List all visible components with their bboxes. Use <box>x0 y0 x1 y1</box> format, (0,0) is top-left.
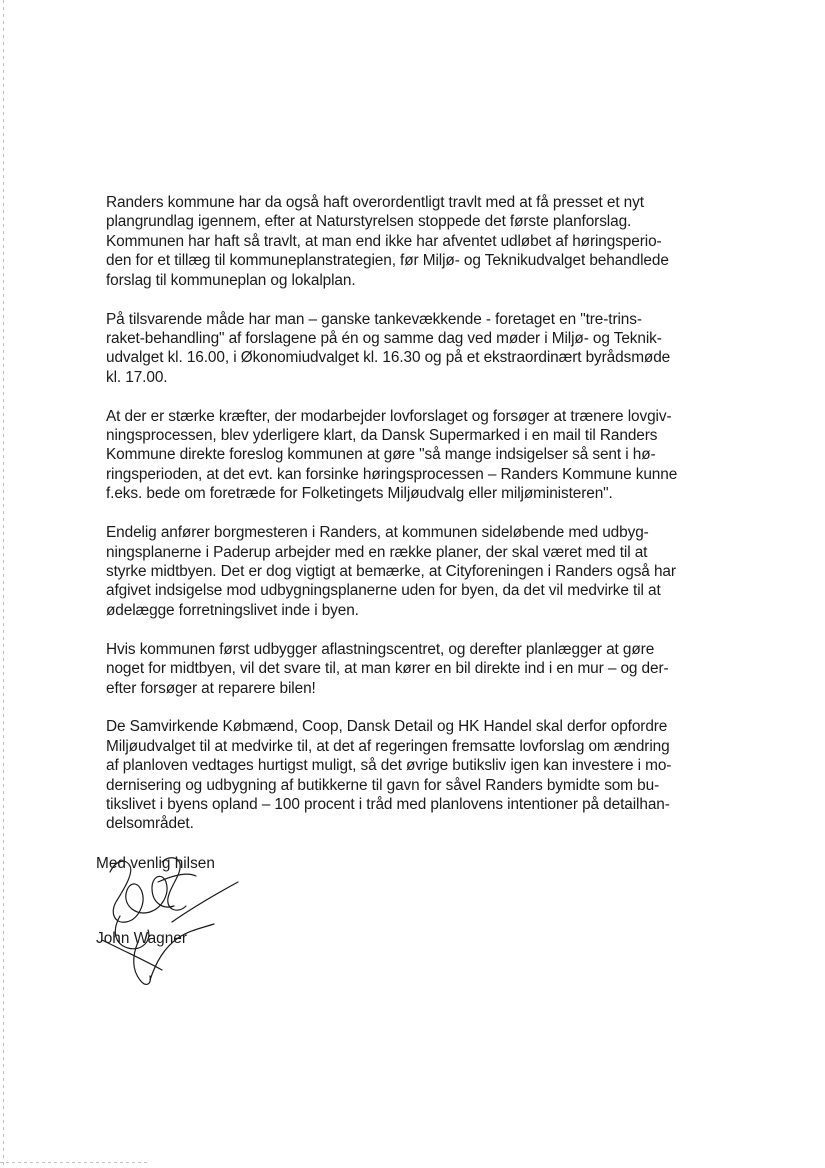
text-line: den for et tillæg til kommuneplanstrategien, før Miljø- og Teknikudvalget behandlede <box>106 252 669 270</box>
paragraph-1 <box>106 193 706 290</box>
paragraph-3 <box>106 407 706 504</box>
scan-bottom-edge <box>0 1162 150 1163</box>
text-line: styrke midtbyen. Det er dog vigtigt at bemærke, at Cityforeningen i Randers også har <box>106 563 676 580</box>
paragraph-2 <box>106 310 706 388</box>
paragraph-4 <box>106 523 706 620</box>
text-line: Endelig anfører borgmesteren i Randers, at kommunen sideløbende med udbyg- <box>106 524 649 542</box>
text-line: Hvis kommunen først udbygger aflastningscentret, og derefter planlægger at gøre <box>106 640 655 658</box>
text-line: afgivet indsigelse mod udbygningsplanerne uden for byen, da det vil medvirke til at <box>106 582 661 600</box>
text-line: ningsprocessen, blev yderligere klart, da Dansk Supermarked i en mail til Randers <box>106 427 658 445</box>
text-line: ødelægge forretningslivet inde i byen. <box>106 601 359 619</box>
scan-left-edge <box>3 0 4 1168</box>
text-line: plangrundlag igennem, efter at Naturstyrelsen stoppede det første planforslag. <box>106 213 632 231</box>
text-line: ringsperioden, at det evt. kan forsinke høringsprocessen – Randers Kommune kunne <box>106 465 678 483</box>
text-line: udvalget kl. 16.00, i Økonomiudvalget kl. 16.30 og på et ekstraordinært byrådsmøde <box>106 349 671 367</box>
paragraph-5 <box>106 640 706 698</box>
letter-body <box>106 193 706 853</box>
text-line: tikslivet i byens opland – 100 procent i tråd med planlovens intentioner på detailhan- <box>106 796 670 814</box>
paragraph-6 <box>106 717 706 833</box>
text-line: At der er stærke kræfter, der modarbejder lovforslaget og forsøger at trænere lovgiv- <box>106 407 672 425</box>
text-line: forslag til kommuneplan og lokalplan. <box>106 271 356 289</box>
text-line: noget for midtbyen, vil det svare til, at man kører en bil direkte ind i en mur – og der- <box>106 660 669 678</box>
text-line: kl. 17.00. <box>106 368 168 386</box>
text-line: På tilsvarende måde har man – ganske tankevækkende - foretaget en "tre-trins- <box>106 310 642 328</box>
text-line: ningsplanerne i Paderup arbejder med en række planer, der skal været med til at <box>106 543 648 561</box>
text-line: af planloven vedtages hurtigst muligt, så det øvrige butiksliv igen kan investere i mo- <box>106 757 672 775</box>
text-line: Kommune direkte foreslog kommunen at gøre "så mange indsigelser så sent i hø- <box>106 446 656 464</box>
text-line: Kommunen har haft så travlt, at man end ikke har afventet udløbet af høringsperio- <box>106 232 662 250</box>
text-line: raket-behandling" af forslagene på én og samme dag ved møder i Miljø- og Teknik- <box>106 329 662 347</box>
handwritten-signature <box>92 852 292 992</box>
text-line: dernisering og udbygning af butikkerne til gavn for såvel Randers bymidte som bu- <box>106 776 660 794</box>
text-line: delsområdet. <box>106 815 194 833</box>
signer-name: John Wagner <box>96 930 187 947</box>
text-line: De Samvirkende Købmænd, Coop, Dansk Detail og HK Handel skal derfor opfordre <box>106 718 668 736</box>
text-line: Randers kommune har da også haft overordentligt travlt med at få presset et nyt <box>106 194 644 211</box>
text-line: Miljøudvalget til at medvirke til, at det af regeringen fremsatte lovforslag om ændring <box>106 737 670 755</box>
closing-greeting: Med venlig hilsen <box>96 855 215 872</box>
text-line: efter forsøger at reparere bilen! <box>106 679 316 697</box>
letter-closing <box>92 852 292 992</box>
text-line: f.eks. bede om foretræde for Folketingets Miljøudvalg eller miljøministeren". <box>106 485 613 503</box>
